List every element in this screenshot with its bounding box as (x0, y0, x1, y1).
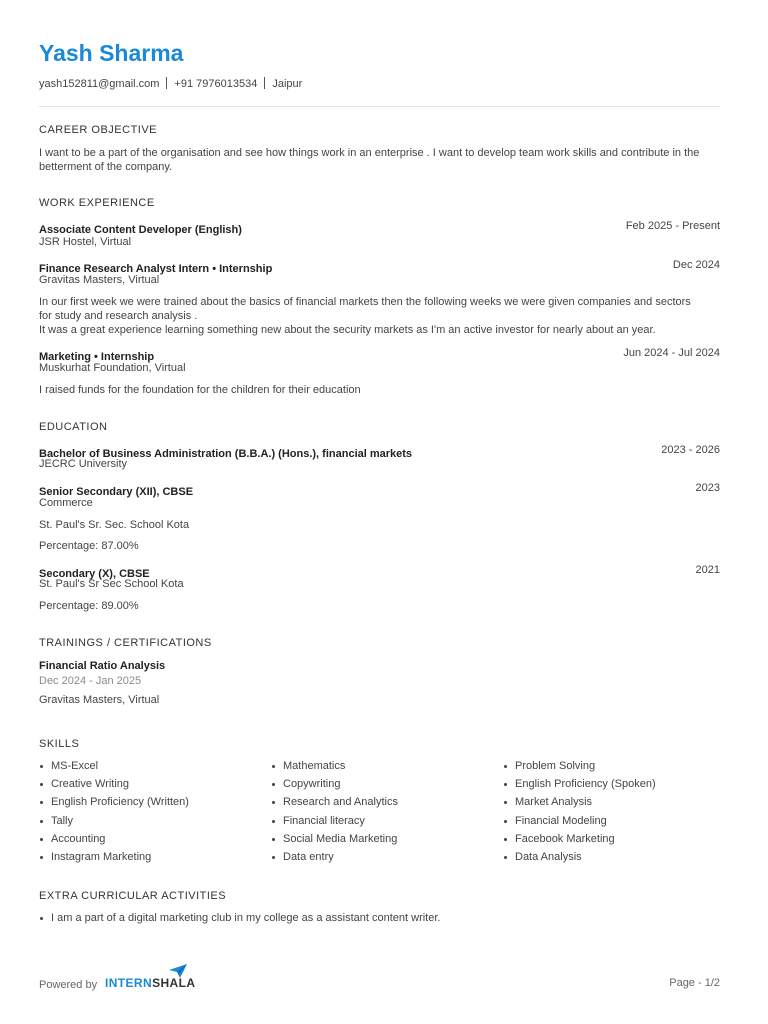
skill-label: Research and Analytics (283, 796, 398, 809)
section-title-skills: SKILLS (39, 738, 80, 750)
skill-label: Data Analysis (515, 850, 582, 863)
bullet-icon (504, 856, 507, 859)
skill-label: Copywriting (283, 778, 341, 791)
section-title-education: EDUCATION (39, 421, 108, 433)
candidate-name: Yash Sharma (39, 40, 184, 66)
education-header (39, 482, 720, 496)
bullet-icon (40, 856, 43, 859)
skill-label: English Proficiency (Written) (51, 796, 189, 809)
job-description-line: In our first week we were trained about the basics of financial markets then the following weeks we were given companies and sectors (39, 296, 691, 308)
skill-label: Social Media Marketing (283, 832, 398, 845)
bullet-icon (40, 838, 43, 841)
bullet-icon (272, 856, 275, 859)
skills-column (503, 760, 656, 869)
activity-label: I am a part of a digital marketing club in my college as a assistant content writer. (51, 912, 441, 924)
job-date: Feb 2025 - Present (625, 220, 720, 232)
skill-label: Market Analysis (515, 796, 593, 809)
skill-item (39, 760, 189, 778)
skill-label: Facebook Marketing (515, 832, 615, 845)
degree-title: Bachelor of Business Administration (B.B.A.) (Hons.), financial markets (39, 448, 413, 460)
skill-label: Financial literacy (283, 814, 365, 827)
phone-text: +91 7976013534 (174, 78, 258, 90)
skill-item (503, 851, 656, 869)
skill-item (271, 760, 398, 778)
job-org: Gravitas Masters, Virtual (39, 274, 160, 286)
training-org: Gravitas Masters, Virtual (39, 694, 160, 706)
skill-item (271, 833, 398, 851)
skill-item (271, 796, 398, 814)
powered-by-text: Powered by (39, 979, 98, 991)
skill-item (503, 815, 656, 833)
paper-plane-icon (169, 964, 187, 978)
skill-item (503, 833, 656, 851)
percentage-text: Percentage: 89.00% (39, 600, 139, 612)
bullet-icon (40, 765, 43, 768)
skill-label: Instagram Marketing (51, 850, 152, 863)
bullet-icon (272, 801, 275, 804)
bullet-icon (504, 820, 507, 823)
skills-column (39, 760, 189, 869)
job-date: Dec 2024 (672, 259, 720, 271)
education-date: 2023 - 2026 (661, 444, 720, 456)
separator (166, 77, 167, 89)
bullet-icon (504, 765, 507, 768)
skill-label: Tally (51, 814, 74, 827)
internshala-logo (105, 976, 195, 990)
separator (264, 77, 265, 89)
skill-item (503, 760, 656, 778)
bullet-icon (504, 801, 507, 804)
skill-item (39, 778, 189, 796)
skill-item (39, 796, 189, 814)
school-name: St. Paul's Sr Sec School Kota (39, 578, 184, 590)
education-header (39, 444, 720, 458)
section-title-work-experience: WORK EXPERIENCE (39, 197, 155, 209)
percentage-text: Percentage: 87.00% (39, 540, 139, 552)
skill-label: Financial Modeling (515, 814, 607, 827)
bullet-icon (272, 765, 275, 768)
job-role: Finance Research Analyst Intern • Internship (39, 263, 273, 275)
skill-item (271, 851, 398, 869)
contact-line (39, 77, 302, 90)
education-date: 2023 (695, 482, 720, 494)
objective-line-2: betterment of the company. (39, 161, 173, 173)
skill-label: English Proficiency (Spoken) (515, 778, 656, 791)
skill-item (39, 815, 189, 833)
job-org: Muskurhat Foundation, Virtual (39, 362, 186, 374)
education-header (39, 564, 720, 578)
skill-item (39, 851, 189, 869)
skill-label: Problem Solving (515, 760, 596, 772)
location-text: Jaipur (272, 78, 303, 90)
bullet-icon (504, 838, 507, 841)
bullet-icon (40, 801, 43, 804)
job-description-line: I raised funds for the foundation for the children for their education (39, 384, 361, 396)
job-header (39, 259, 720, 273)
activity-item (39, 912, 720, 930)
section-title-extra-curricular: EXTRA CURRICULAR ACTIVITIES (39, 890, 227, 902)
bullet-icon (272, 820, 275, 823)
bullet-icon (40, 820, 43, 823)
education-stream: Commerce (39, 497, 93, 509)
job-header (39, 220, 720, 234)
skill-label: Accounting (51, 832, 106, 845)
training-date: Dec 2024 - Jan 2025 (39, 675, 142, 687)
bullet-icon (40, 917, 43, 920)
logo-part-1: INTERN (105, 976, 153, 990)
job-org: JSR Hostel, Virtual (39, 236, 132, 248)
degree-title: Secondary (X), CBSE (39, 568, 150, 580)
skill-label: Data entry (283, 850, 334, 863)
skill-item (503, 778, 656, 796)
section-title-trainings: TRAININGS / CERTIFICATIONS (39, 637, 212, 649)
skill-item (39, 833, 189, 851)
bullet-icon (272, 838, 275, 841)
email-text: yash152811@gmail.com (39, 78, 160, 90)
logo-part-2: SHALA (152, 976, 196, 990)
bullet-icon (504, 783, 507, 786)
page-number: Page - 1/2 (669, 977, 720, 989)
school-name: St. Paul's Sr. Sec. School Kota (39, 519, 190, 531)
school-name: JECRC University (39, 458, 128, 470)
job-role: Associate Content Developer (English) (39, 224, 242, 236)
job-role: Marketing • Internship (39, 351, 155, 363)
skill-item (271, 815, 398, 833)
header-divider (39, 106, 720, 107)
job-description-line: It was a great experience learning something new about the security markets as I'm an active investor for nearly about an year. (39, 324, 656, 336)
objective-line-1: I want to be a part of the organisation and see how things work in an enterprise . I want to develop team work skills and contribute in the (39, 147, 700, 159)
job-date: Jun 2024 - Jul 2024 (623, 347, 720, 359)
skill-item (503, 796, 656, 814)
section-title-career-objective: CAREER OBJECTIVE (39, 124, 158, 136)
skill-label: Creative Writing (51, 778, 130, 791)
skill-label: MS-Excel (51, 760, 99, 772)
resume-page (39, 0, 720, 1024)
skill-label: Mathematics (283, 760, 346, 772)
bullet-icon (40, 783, 43, 786)
training-name: Financial Ratio Analysis (39, 660, 166, 672)
skill-item (271, 778, 398, 796)
education-date: 2021 (695, 564, 720, 576)
skills-column (271, 760, 398, 869)
job-header (39, 347, 720, 361)
job-description-line: for study and research analysis . (39, 310, 198, 322)
bullet-icon (272, 783, 275, 786)
degree-title: Senior Secondary (XII), CBSE (39, 486, 194, 498)
